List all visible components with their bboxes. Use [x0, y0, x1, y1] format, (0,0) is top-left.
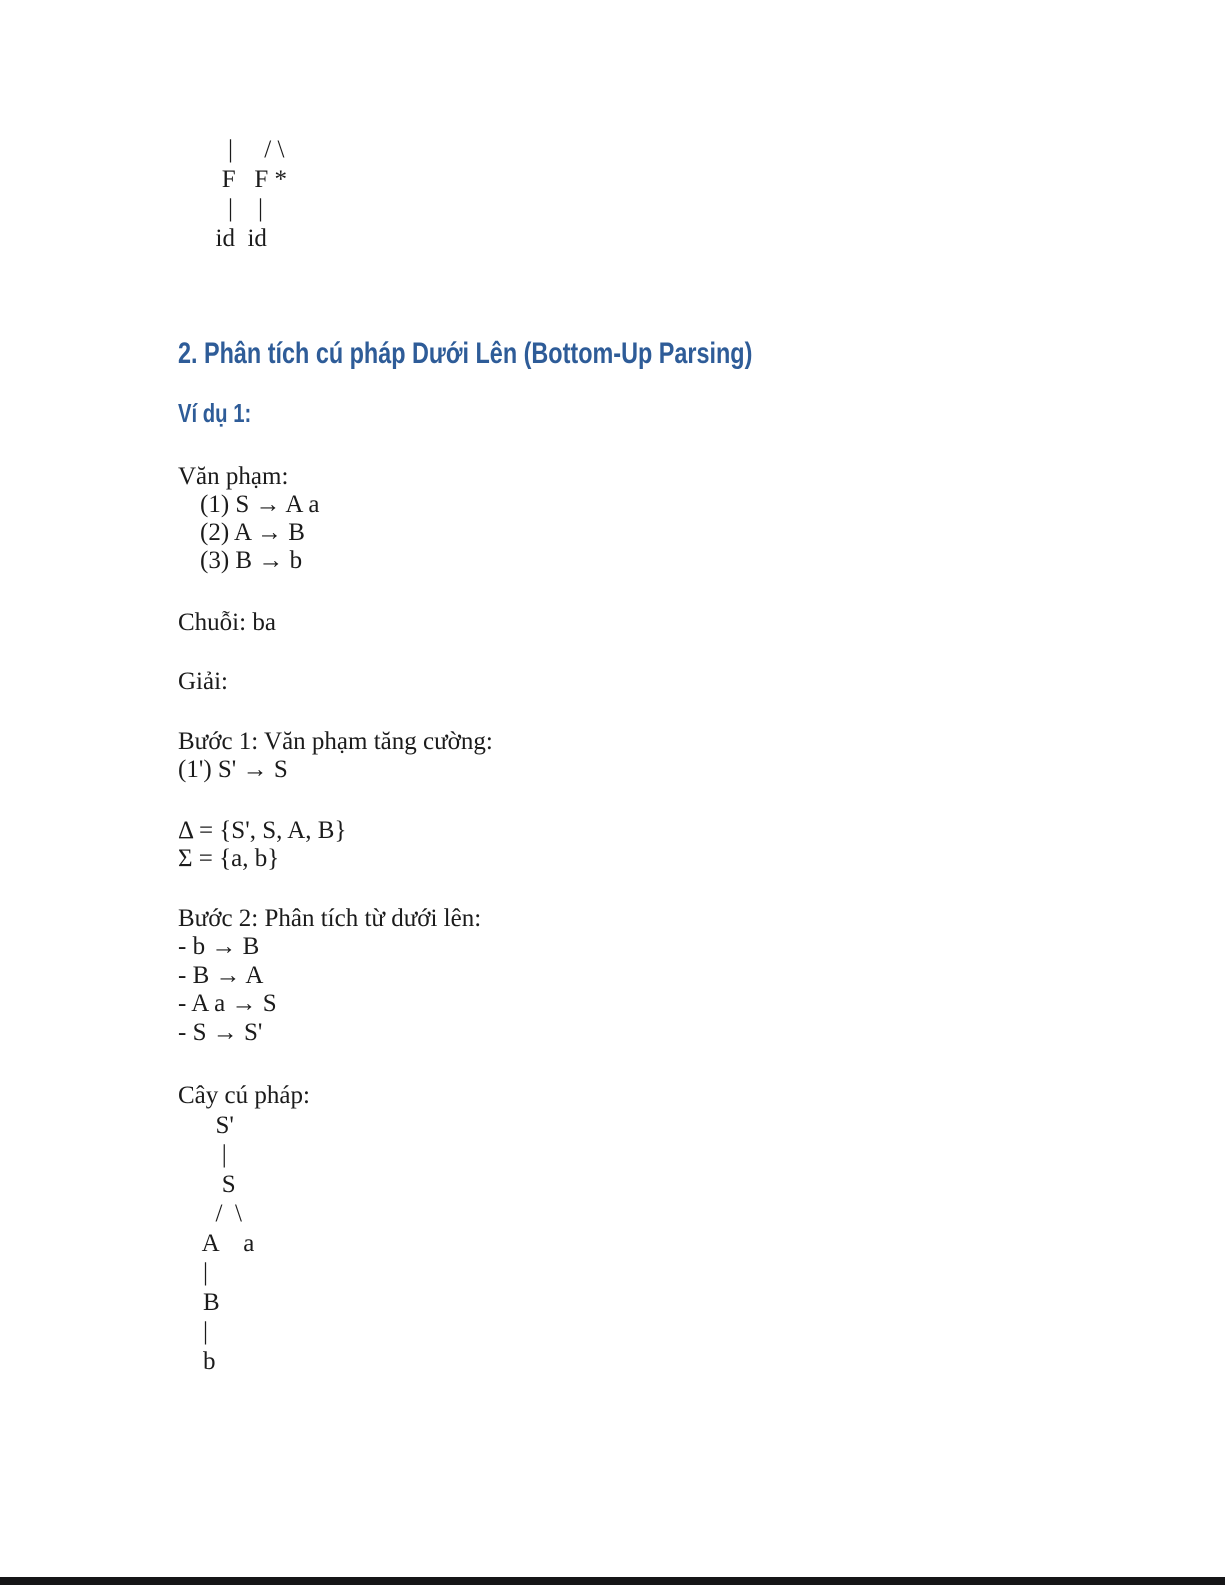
grammar-rule: (2) A → B	[200, 519, 305, 546]
symbol-sets-block	[178, 817, 346, 873]
syntax-tree-line: b	[178, 1347, 216, 1375]
terminal-set: Σ = {a, b}	[178, 845, 280, 872]
step1-title: Bước 1: Văn phạm tăng cường:	[178, 728, 493, 755]
top-tree-line: | |	[178, 195, 264, 222]
step2-block	[178, 905, 481, 1047]
nonterminal-set: Δ = {S', S, A, B}	[178, 817, 347, 844]
syntax-tree-label: Cây cú pháp:	[178, 1082, 310, 1109]
syntax-tree-line: S	[178, 1170, 236, 1198]
syntax-tree-line: / \	[178, 1200, 242, 1227]
syntax-tree-line: |	[178, 1141, 227, 1168]
augmented-rule: (1') S' → S	[178, 755, 288, 783]
solution-label: Giải:	[178, 668, 228, 695]
bottom-edge-bar	[0, 1577, 1225, 1585]
example-subheading-text: Ví dụ 1:	[178, 398, 252, 428]
top-tree-line: F F *	[178, 165, 288, 193]
section-heading	[178, 335, 914, 373]
top-tree-line: id id	[178, 224, 267, 252]
reduction-step: - B → A	[178, 961, 264, 989]
reduction-step: - A a → S	[178, 990, 277, 1018]
top-tree-fragment	[178, 135, 287, 253]
top-tree-line: | / \	[178, 136, 285, 163]
syntax-tree-line: |	[178, 1318, 209, 1345]
step1-block	[178, 728, 493, 783]
syntax-tree-block	[178, 1081, 310, 1376]
syntax-tree-line: |	[178, 1259, 209, 1286]
syntax-tree-line: B	[178, 1288, 220, 1316]
grammar-block	[178, 463, 319, 575]
syntax-tree-line: A a	[178, 1229, 255, 1257]
grammar-label: Văn phạm:	[178, 463, 289, 490]
reduction-step: - S → S'	[178, 1018, 263, 1046]
step2-title: Bước 2: Phân tích từ dưới lên:	[178, 905, 482, 932]
example-subheading	[178, 396, 272, 430]
input-string: Chuỗi: ba	[178, 609, 276, 636]
reduction-step: - b → B	[178, 933, 260, 961]
syntax-tree-line: S'	[178, 1111, 234, 1139]
grammar-rule: (3) B → b	[200, 547, 303, 574]
grammar-rule: (1) S → A a	[200, 491, 320, 518]
section-heading-text: 2. Phân tích cú pháp Dưới Lên (Bottom-Up Parsing)	[178, 337, 753, 370]
